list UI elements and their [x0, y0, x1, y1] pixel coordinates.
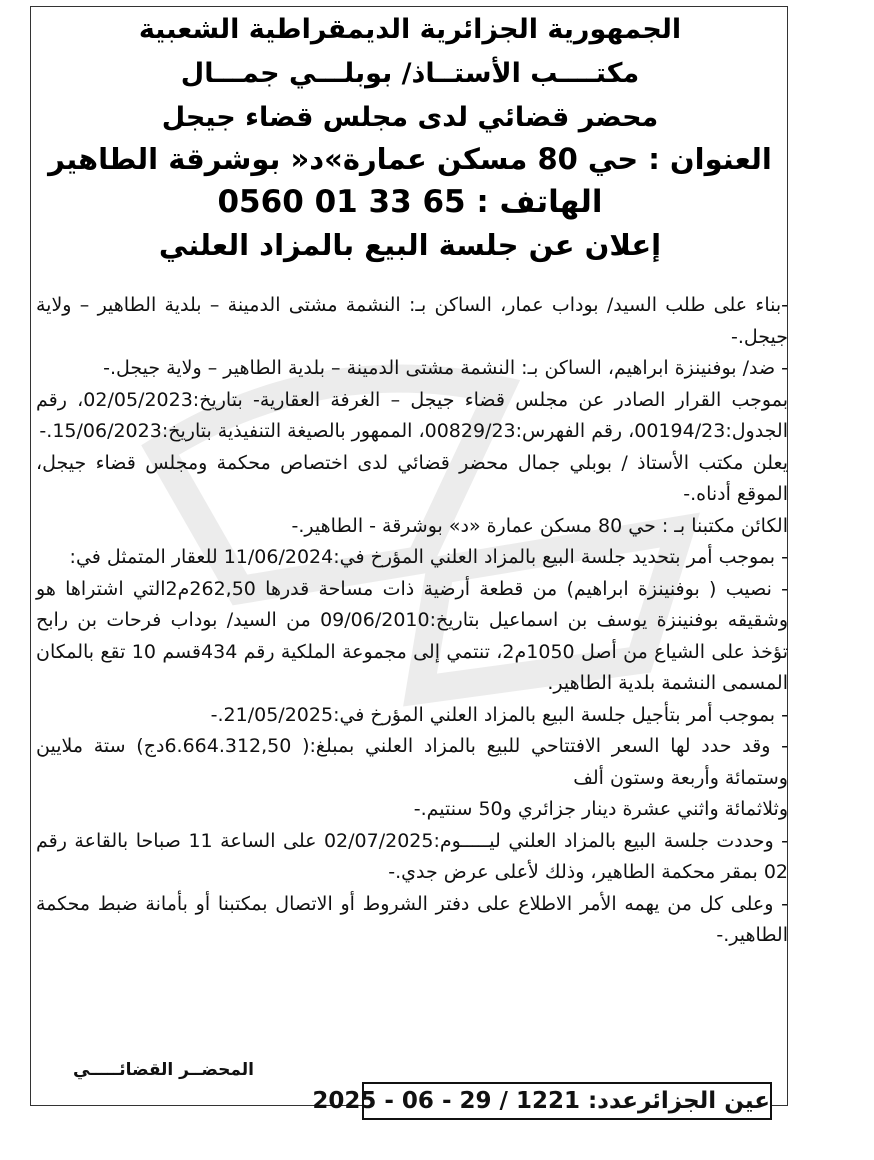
- office-address: العنوان : حي 80 مسكن عمارة»د« بوشرقة الطاهير: [48, 142, 772, 176]
- bailiff-signature-label: المحضــر القضائـــــي: [73, 1060, 254, 1080]
- paragraph-sale-session: - وحددت جلسة البيع بالمزاد العلني ليـــــوم:02/07/2025 على الساعة 11 صباحا بالقاعة رقم 02 بمقر محكمة الطاهير، وذلك لأعلى عرض جدي.-: [36, 829, 788, 883]
- newspaper-issue-footer: عين الجزائرعدد: 1221 / 29 - 06 - 2025: [362, 1082, 772, 1120]
- paragraph-contact: - وعلى كل من يهمه الأمر الاطلاع على دفتر الشروط أو الاتصال بمكتبنا أو بأمانة ضبط محكمة الطاهير.-: [36, 892, 788, 946]
- paragraph-office-location: الكائن مكتبنا بـ : حي 80 مسكن عمارة «د» بوشرقة - الطاهير.-: [291, 514, 788, 537]
- bailiff-title: محضر قضائي لدى مجلس قضاء جيجل: [161, 102, 659, 133]
- paragraph-price-words: وثلاثمائة واثني عشرة دينار جزائري و50 سنتيم.-: [413, 798, 788, 820]
- notice-body: [36, 290, 788, 952]
- paragraph-property-share: - نصيب ( بوفنينزة ابراهيم) من قطعة أرضية ذات مساحة قدرها 262,50م2التي اشتراها هو وشقيقه بوفنينزة يوسف بن اسماعيل بتاريخ:09/06/2010 من السيد/ بوداب فرحات بن رابح تؤخذ على الشياع من أصل 1050م2، تنتمي إلى مجموعة الملكية رقم 434قسم 10 تقع بالمكان المسمى النشمة بلدية الطاهير.: [36, 577, 788, 694]
- paragraph-opening-price: - وقد حدد لها السعر الافتتاحي للبيع بالمزاد العلني بمبلغ:( 6.664.312,50دج) ستة ملايين وستمائة وأربعة وستون ألف: [36, 735, 788, 789]
- paragraph-sale-order: - بموجب أمر بتحديد جلسة البيع بالمزاد العلني المؤرخ في:11/06/2024 للعقار المتمثل في:: [69, 546, 788, 568]
- paragraph-court-decision: بموجب القرار الصادر عن مجلس قضاء جيجل – الغرفة العقارية- بتاريخ:02/05/2023، رقم الجدول:00194/23، رقم الفهرس:00829/23، الممهور بالصيغة التنفيذية بتاريخ:15/06/2023.-: [36, 388, 788, 442]
- notice-title: إعلان عن جلسة البيع بالمزاد العلني: [158, 228, 662, 262]
- paragraph-requester: -بناء على طلب السيد/ بوداب عمار، الساكن بـ: النشمة مشتى الدمينة – بلدية الطاهير – ولاية جيجل.-: [36, 294, 788, 348]
- office-name: مكتــــب الأستــاذ/ بوبلـــي جمـــال: [180, 58, 640, 89]
- republic-title: الجمهورية الجزائرية الديمقراطية الشعبية: [138, 14, 682, 45]
- paragraph-defendant: - ضد/ بوفنينزة ابراهيم، الساكن بـ: النشمة مشتى الدمينة – بلدية الطاهير – ولاية جيجل.-: [103, 357, 788, 379]
- paragraph-announcement: يعلن مكتب الأستاذ / بوبلي جمال محضر قضائي لدى اختصاص محكمة ومجلس قضاء جيجل، الموقع أدناه.-: [36, 451, 788, 505]
- paragraph-postponement: - بموجب أمر بتأجيل جلسة البيع بالمزاد العلني المؤرخ في:21/05/2025.-: [210, 703, 788, 726]
- office-phone: الهاتف : 65 33 01 0560: [217, 184, 603, 220]
